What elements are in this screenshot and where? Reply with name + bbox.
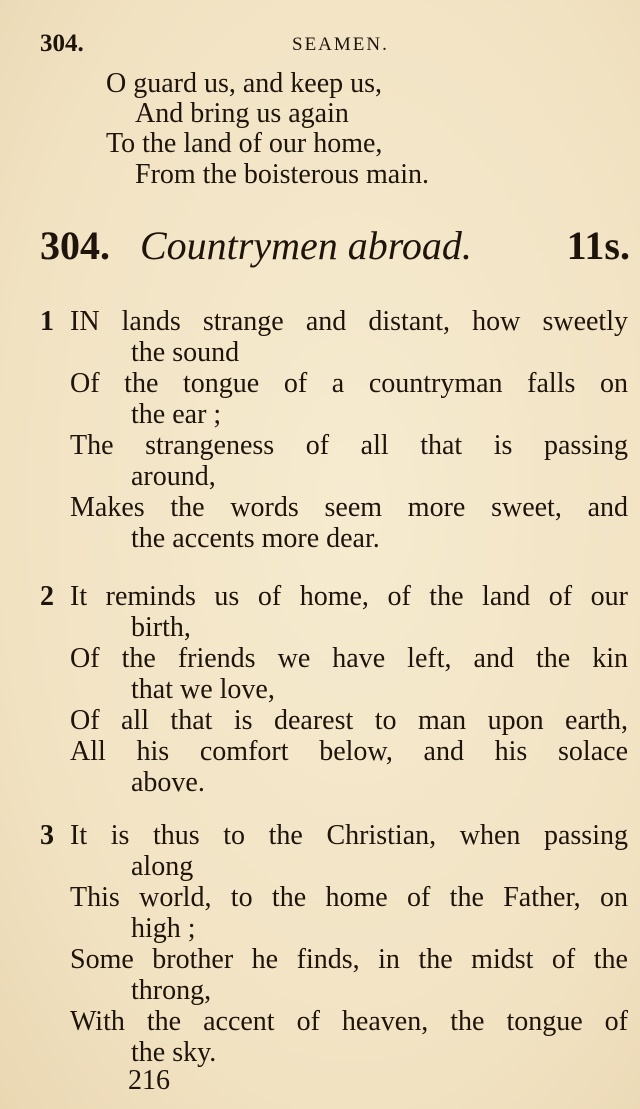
text-line: To the land of our home, (106, 128, 383, 159)
text-line: Some brother he finds, in the midst of the (70, 944, 628, 975)
text-line: All his comfort below, and his solace (70, 736, 628, 767)
text-line: With the accent of heaven, the tongue of (70, 1006, 628, 1037)
text-line: along (131, 851, 194, 882)
text-line: Of all that is dearest to man upon earth, (70, 705, 628, 736)
text-line: The strangeness of all that is passing (70, 430, 628, 461)
text-line: Of the friends we have left, and the kin (70, 643, 628, 674)
text-line: IN lands strange and distant, how sweetly (70, 306, 628, 337)
text-line: around, (131, 461, 216, 492)
text-line: From the boisterous main. (135, 159, 429, 190)
hymn-number: 304. (40, 223, 110, 268)
verse-number: 1 (40, 306, 54, 337)
running-head (40, 26, 600, 60)
verse-number: 3 (40, 820, 54, 851)
hymn-heading (40, 222, 630, 272)
text-line: This world, to the home of the Father, on (70, 882, 628, 913)
text-line: O guard us, and keep us, (106, 68, 383, 99)
text-line: the sky. (131, 1037, 217, 1068)
text-line: the sound (131, 337, 240, 368)
text-line: It reminds us of home, of the land of our (70, 581, 628, 612)
running-head-title: SEAMEN. (292, 34, 389, 55)
text-line: the ear ; (131, 399, 222, 430)
text-line: throng, (131, 975, 212, 1006)
verse-number: 2 (40, 581, 54, 612)
text-line: Of the tongue of a countryman falls on (70, 368, 628, 399)
text-line: And bring us again (135, 98, 349, 129)
hymn-title: Countrymen abroad. (140, 223, 472, 268)
text-line: birth, (131, 612, 191, 643)
text-line: Makes the words seem more sweet, and (70, 492, 628, 523)
running-head-number: 304. (40, 30, 84, 57)
text-line: that we love, (131, 674, 275, 705)
text-line: above. (131, 767, 205, 798)
text-line: It is thus to the Christian, when passing (70, 820, 628, 851)
hymn-meter: 11s. (566, 223, 630, 268)
text-line: the accents more dear. (131, 523, 380, 554)
page-number: 216 (128, 1065, 170, 1096)
text-line: high ; (131, 913, 196, 944)
